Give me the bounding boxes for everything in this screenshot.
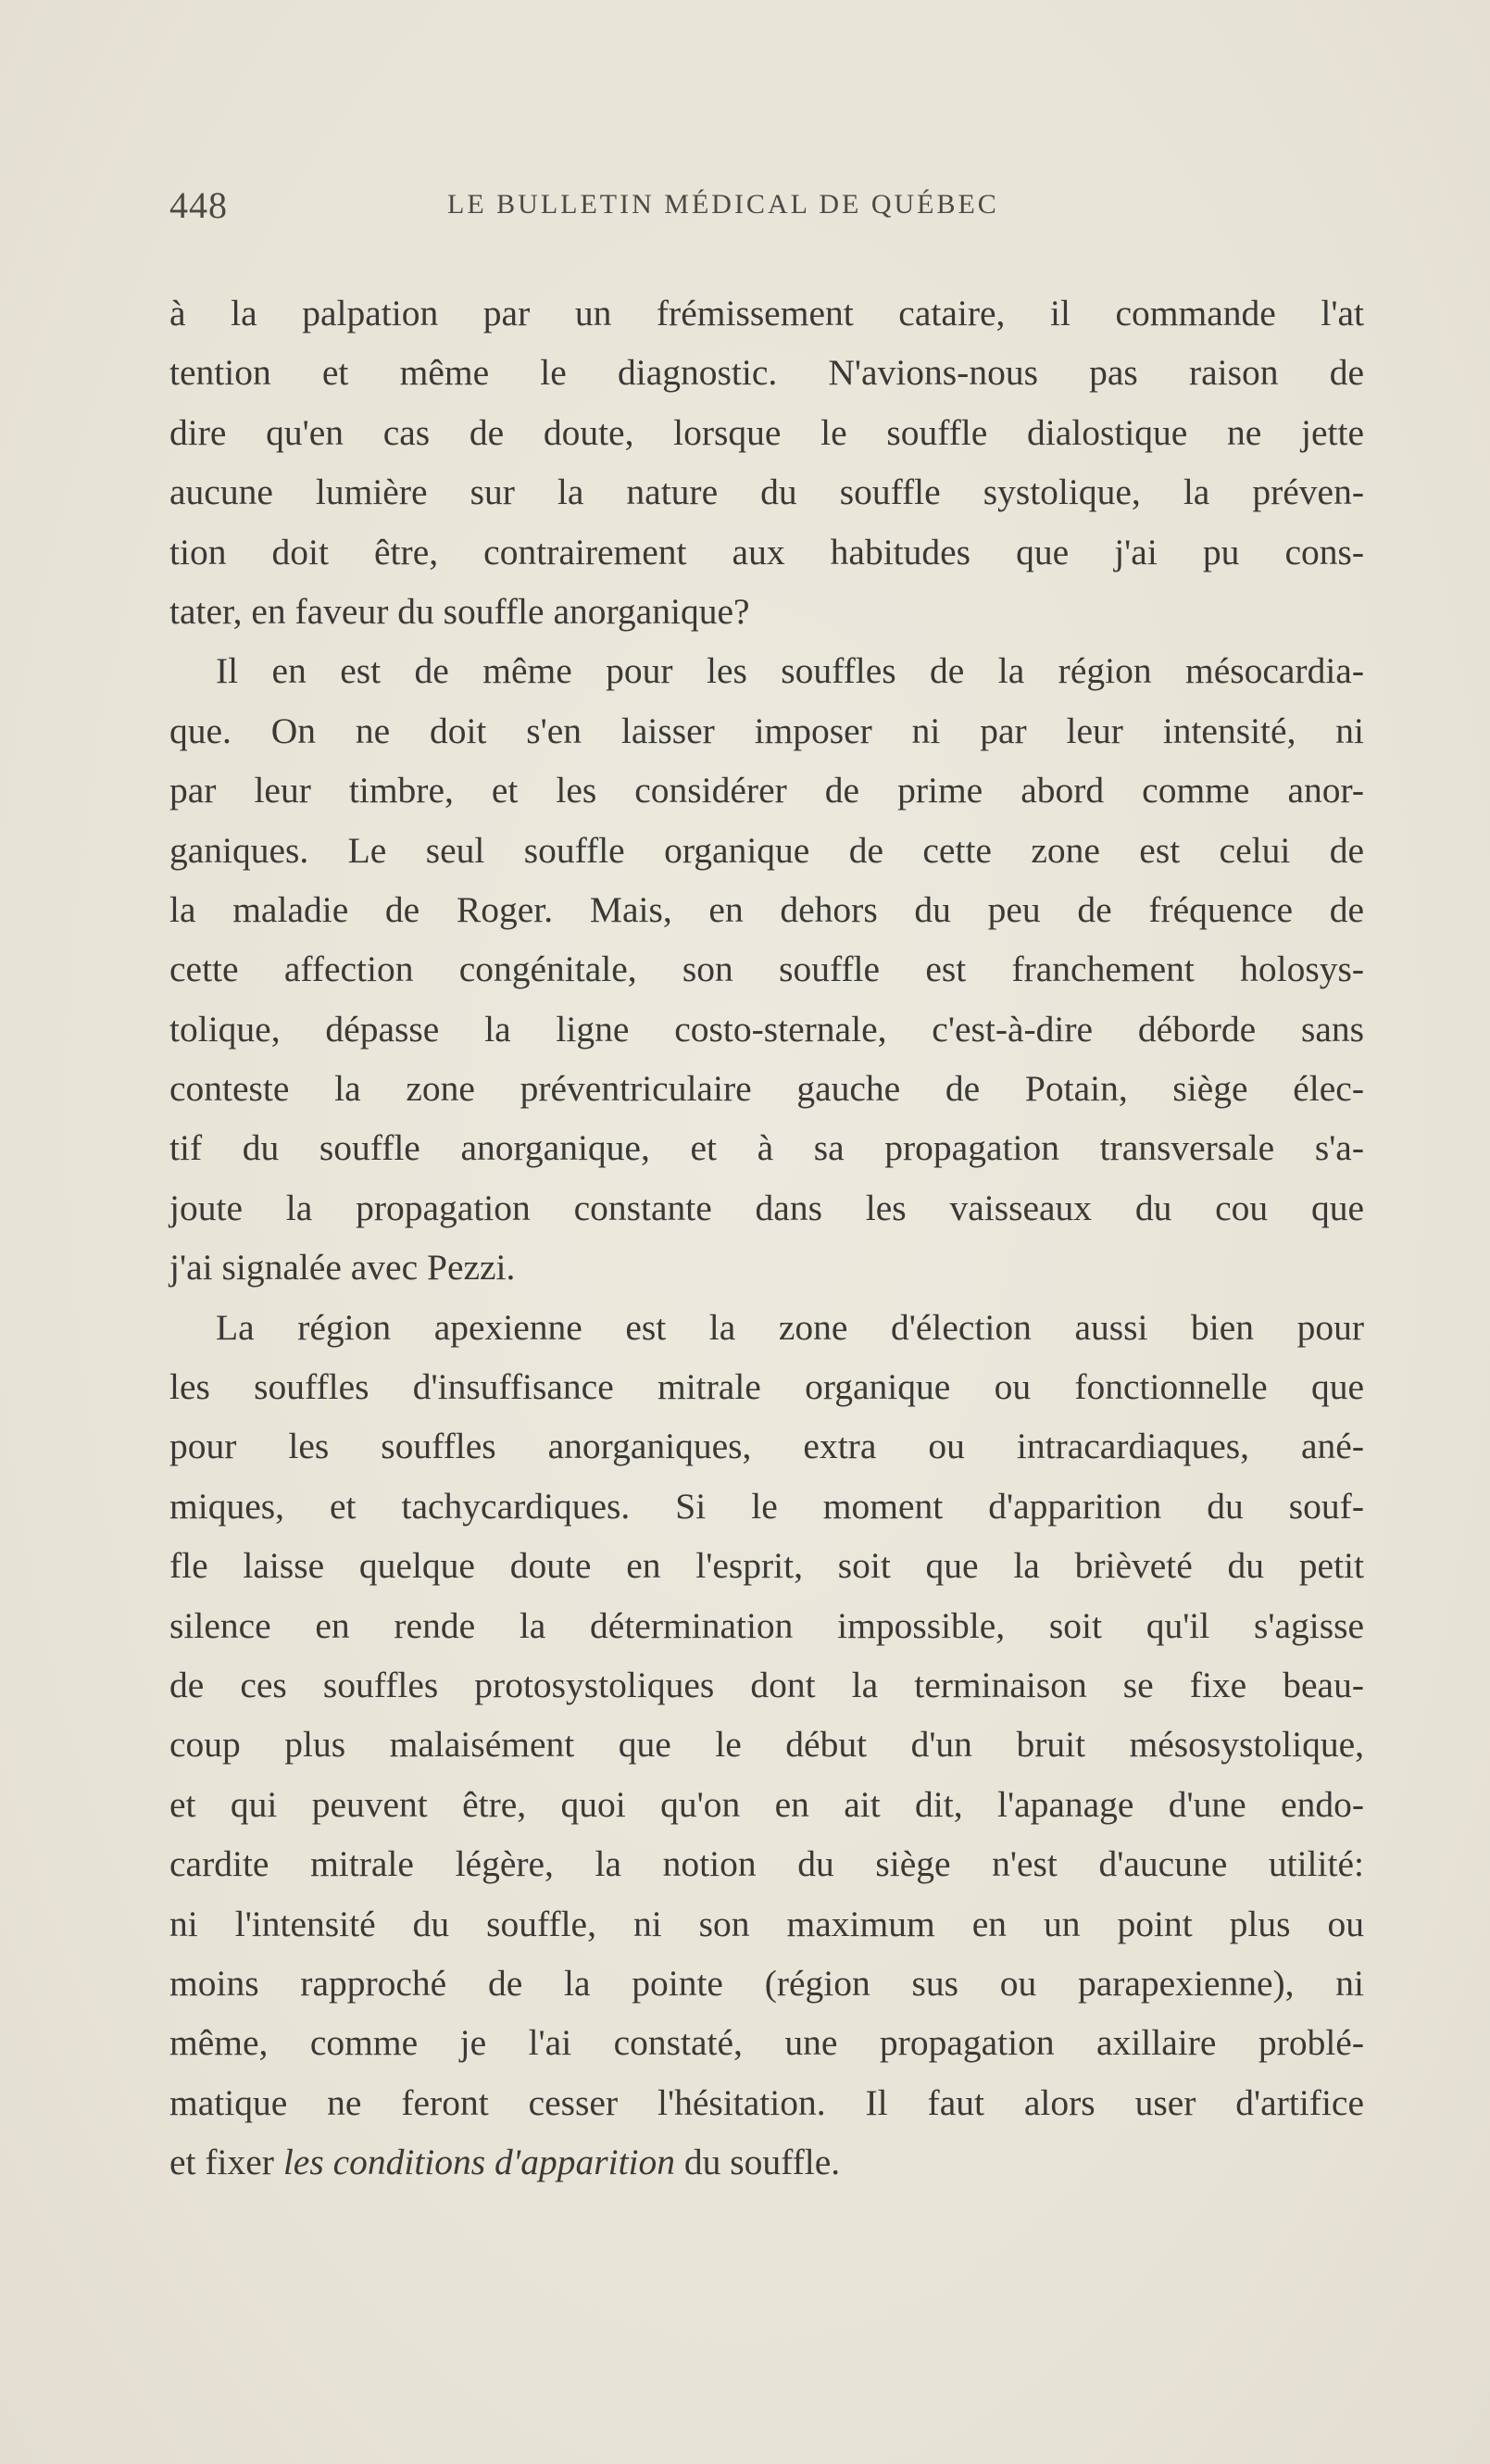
text-line: dire qu'en cas de doute, lorsque le souffle dialostique ne jette	[169, 411, 1364, 453]
text-line: tif du souffle anorganique, et à sa propagation transversale s'a-	[169, 1127, 1364, 1169]
text-line: fle laisse quelque doute en l'esprit, soit que la brièveté du petit	[169, 1545, 1364, 1587]
italic-phrase: les conditions d'apparition	[282, 2142, 676, 2183]
text-line: tolique, dépasse la ligne costo-sternale, c'est-à-dire déborde sans	[169, 1008, 1364, 1050]
text-line: de ces souffles protosystoliques dont la terminaison se fixe beau-	[169, 1664, 1364, 1705]
text-line: La région apexienne est la zone d'élection aussi bien pour	[216, 1306, 1364, 1348]
text-line: miques, et tachycardiques. Si le moment d'apparition du souf-	[169, 1485, 1364, 1527]
text-line: matique ne feront cesser l'hésitation. Il faut alors user d'artifice	[169, 2081, 1364, 2123]
running-head	[169, 183, 1364, 239]
text-line: tion doit être, contrairement aux habitudes que j'ai pu cons-	[169, 531, 1364, 572]
text-line: tater, en faveur du souffle anorganique?	[169, 590, 750, 632]
text-line: la maladie de Roger. Mais, en dehors du peu de fréquence de	[169, 888, 1364, 930]
journal-title: LE BULLETIN MÉDICAL DE QUÉBEC	[447, 189, 999, 220]
text-line: pour les souffles anorganiques, extra ou intracardiaques, ané-	[169, 1426, 1364, 1467]
final-line-start: et fixer	[169, 2142, 283, 2183]
text-line: silence en rende la détermination impossible, soit qu'il s'agisse	[169, 1604, 1364, 1646]
text-line: cardite mitrale légère, la notion du siège n'est d'aucune utilité:	[169, 1843, 1364, 1885]
text-line: ganiques. Le seul souffle organique de cette zone est celui de	[169, 829, 1364, 871]
text-line: moins rapproché de la pointe (région sus ou parapexienne), ni	[169, 1962, 1364, 2004]
final-text-line	[169, 2132, 1364, 2192]
page-number: 448	[169, 184, 228, 226]
text-line: Il en est de même pour les souffles de la région mésocardia-	[216, 650, 1364, 692]
text-line: coup plus malaisément que le début d'un bruit mésosystolique,	[169, 1724, 1364, 1766]
text-line: aucune lumière sur la nature du souffle systolique, la préven-	[169, 471, 1364, 513]
text-line: même, comme je l'ai constaté, une propagation axillaire problé-	[169, 2022, 1364, 2064]
final-line-end: du souffle.	[675, 2142, 841, 2183]
text-line: ni l'intensité du souffle, ni son maximum en un point plus ou	[169, 1903, 1364, 1944]
text-line: que. On ne doit s'en laisser imposer ni par leur intensité, ni	[169, 710, 1364, 751]
text-line: par leur timbre, et les considérer de prime abord comme anor-	[169, 770, 1364, 811]
text-line: et qui peuvent être, quoi qu'on en ait dit, l'apanage d'une endo-	[169, 1783, 1364, 1825]
text-line: les souffles d'insuffisance mitrale organique ou fonctionnelle que	[169, 1366, 1364, 1408]
body-text	[169, 283, 1364, 2193]
text-line: j'ai signalée avec Pezzi.	[169, 1247, 516, 1289]
text-line: tention et même le diagnostic. N'avions-nous pas raison de	[169, 352, 1364, 394]
text-line: cette affection congénitale, son souffle est franchement holosys-	[169, 949, 1364, 990]
text-line: à la palpation par un frémissement cataire, il commande l'at	[169, 293, 1364, 333]
text-line: conteste la zone préventriculaire gauche de Potain, siège élec-	[169, 1068, 1364, 1110]
text-line: joute la propagation constante dans les vaisseaux du cou que	[169, 1187, 1364, 1228]
